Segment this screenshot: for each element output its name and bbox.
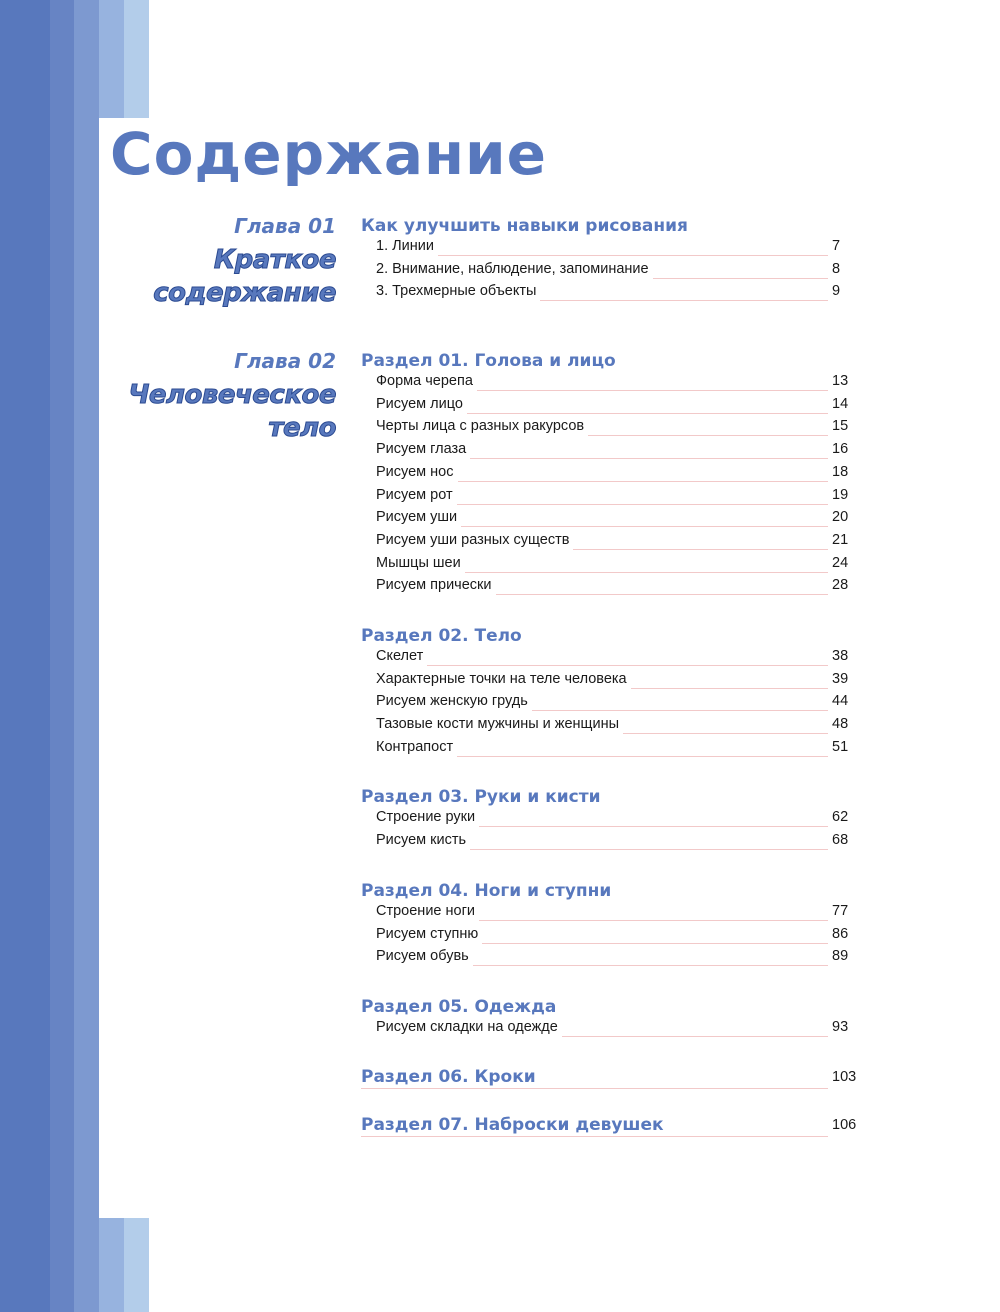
entry-title: 3. Трехмерные объекты — [376, 281, 540, 301]
entry-title: 2. Внимание, наблюдение, запоминание — [376, 259, 653, 279]
entry-title: Характерные точки на теле человека — [376, 669, 631, 689]
toc-entry[interactable] — [376, 462, 858, 484]
toc-entry[interactable] — [376, 507, 858, 529]
dotted-leader — [376, 665, 828, 666]
toc-entry[interactable] — [376, 830, 858, 852]
entry-title: Черты лица с разных ракурсов — [376, 416, 588, 436]
page-number: 7 — [832, 238, 841, 254]
entry-title: Рисуем кисть — [376, 830, 470, 850]
toc-entry[interactable] — [376, 371, 858, 393]
toc-entry[interactable] — [376, 575, 858, 597]
chapter-number: Глава 01 — [234, 214, 336, 238]
entry-title: 1. Линии — [376, 236, 438, 256]
chapter-name — [128, 379, 336, 445]
page-number: 77 — [832, 903, 849, 919]
section-entry[interactable] — [361, 1066, 858, 1092]
entry-title: Тазовые кости мужчины и женщины — [376, 714, 623, 734]
section-title[interactable]: Раздел 02. Тело — [361, 626, 522, 646]
dotted-leader — [361, 1136, 828, 1137]
entry-title: Мышцы шеи — [376, 553, 465, 573]
page-number: 51 — [832, 738, 849, 755]
toc-entry[interactable] — [376, 924, 858, 946]
page-number: 38 — [832, 648, 849, 664]
chapter-name-line: тело — [268, 413, 336, 443]
toc-entry[interactable] — [376, 259, 858, 281]
page-number: 18 — [832, 463, 849, 480]
page-number: 62 — [832, 809, 849, 825]
entry-title: Контрапост — [376, 737, 457, 757]
page-number: 16 — [832, 441, 849, 458]
entry-title: Рисуем прически — [376, 575, 496, 595]
toc-entry[interactable] — [376, 901, 858, 923]
entry-title: Рисуем уши разных существ — [376, 530, 573, 550]
page-number: 14 — [832, 395, 849, 412]
toc-entry[interactable] — [376, 485, 858, 507]
toc-entry[interactable] — [376, 646, 858, 668]
dotted-leader — [361, 1088, 828, 1089]
page-number: 39 — [832, 670, 849, 687]
decor-stripe-2 — [50, 0, 74, 1312]
entry-title: Рисуем уши — [376, 507, 461, 527]
entry-title: Рисуем нос — [376, 462, 458, 482]
section-title: Раздел 06. Кроки — [361, 1066, 540, 1088]
toc-entry[interactable] — [376, 714, 858, 736]
chapter-02-heading — [128, 349, 336, 445]
chapter-name-line: Человеческое — [128, 380, 336, 410]
page-number: 20 — [832, 509, 849, 526]
page-number: 68 — [832, 831, 849, 848]
entry-title: Рисуем женскую грудь — [376, 691, 532, 711]
page-number: 9 — [832, 283, 841, 300]
entry-title: Рисуем глаза — [376, 439, 470, 459]
entry-title: Форма черепа — [376, 371, 477, 391]
toc-entry[interactable] — [376, 530, 858, 552]
decor-stripe-3 — [74, 0, 99, 1312]
page-number: 13 — [832, 373, 849, 389]
toc-entry[interactable] — [376, 394, 858, 416]
page-number: 89 — [832, 948, 849, 965]
toc-entry[interactable] — [376, 439, 858, 461]
chapter-01-heading — [153, 214, 336, 310]
dotted-leader — [376, 255, 828, 256]
section-entry[interactable] — [361, 1114, 858, 1140]
page-number: 19 — [832, 486, 849, 503]
toc-entry[interactable] — [376, 281, 858, 303]
section-title[interactable]: Раздел 05. Одежда — [361, 997, 557, 1017]
page-number: 106 — [832, 1117, 857, 1133]
toc-entry[interactable] — [376, 669, 858, 691]
entry-title: Рисуем лицо — [376, 394, 467, 414]
page-number: 44 — [832, 693, 849, 710]
toc-entry[interactable] — [376, 946, 858, 968]
chapter-name-line: Краткое — [213, 245, 336, 275]
page-number: 21 — [832, 531, 849, 548]
entry-title: Строение руки — [376, 807, 479, 827]
chapter-name-line: содержание — [153, 278, 336, 308]
entry-title: Рисуем ступню — [376, 924, 482, 944]
page-title: Содержание — [110, 120, 548, 188]
toc-entry[interactable] — [376, 1017, 858, 1039]
section-title: Раздел 07. Наброски девушек — [361, 1114, 668, 1136]
entry-title: Рисуем складки на одежде — [376, 1017, 562, 1037]
page-number: 48 — [832, 716, 849, 733]
toc-entry[interactable] — [376, 236, 858, 258]
page-number: 86 — [832, 925, 849, 942]
chapter-number: Глава 02 — [234, 349, 336, 373]
section-title[interactable]: Раздел 01. Голова и лицо — [361, 351, 616, 371]
chapter-name — [153, 244, 336, 310]
page-number: 103 — [832, 1069, 857, 1085]
entry-title: Рисуем рот — [376, 485, 457, 505]
page-number: 15 — [832, 418, 849, 435]
toc-entry[interactable] — [376, 807, 858, 829]
page-number: 24 — [832, 554, 849, 571]
entry-title: Скелет — [376, 646, 427, 666]
entry-title: Строение ноги — [376, 901, 479, 921]
page-number: 8 — [832, 260, 841, 277]
entry-title: Рисуем обувь — [376, 946, 473, 966]
toc-entry[interactable] — [376, 416, 858, 438]
section-title[interactable]: Раздел 04. Ноги и ступни — [361, 881, 612, 901]
section-title[interactable]: Раздел 03. Руки и кисти — [361, 787, 601, 807]
toc-entry[interactable] — [376, 691, 858, 713]
decor-stripe-1 — [0, 0, 50, 1312]
page-number: 28 — [832, 577, 849, 594]
toc-entry[interactable] — [376, 553, 858, 575]
page-number: 93 — [832, 1019, 849, 1035]
toc-entry[interactable] — [376, 737, 858, 759]
section-title[interactable]: Как улучшить навыки рисования — [361, 216, 688, 236]
